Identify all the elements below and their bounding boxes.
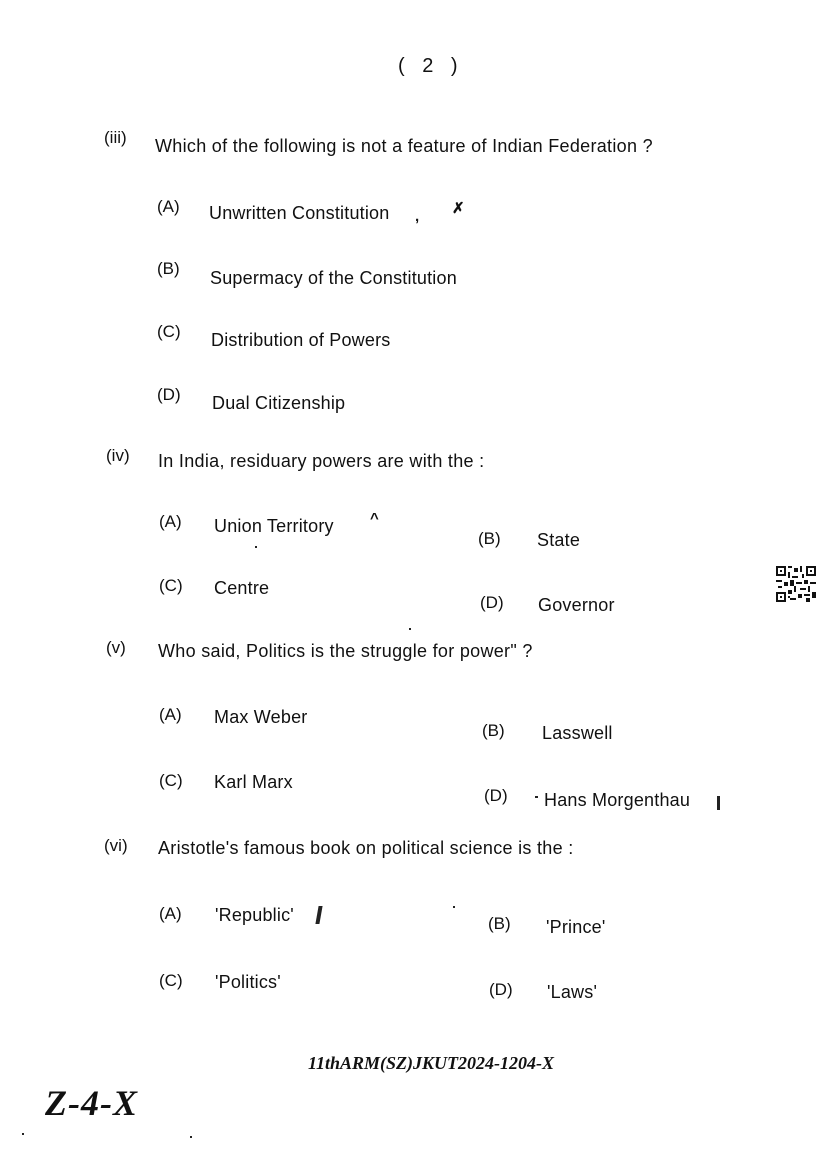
question-5-text: Who said, Politics is the struggle for power" ? [158, 641, 533, 661]
question-6-option-c-label: (C) [159, 971, 183, 990]
question-4-option-c-text: Centre [214, 578, 270, 598]
question-4-option-b-text: State [537, 530, 581, 550]
footer-code: 11thARM(SZ)JKUT2024-1204-X [308, 1053, 555, 1073]
question-6-option-b-text: 'Prince' [546, 917, 606, 937]
pen-mark [717, 796, 720, 810]
question-3-option-a-text: Unwritten Constitution [209, 203, 390, 223]
question-3-option-d-label: (D) [157, 385, 181, 404]
speck [190, 1136, 192, 1138]
speck [453, 906, 455, 908]
question-3-option-d-text: Dual Citizenship [212, 393, 346, 413]
question-5-option-a-text: Max Weber [214, 707, 308, 727]
question-6-text: Aristotle's famous book on political science is the : [158, 838, 574, 858]
question-3-option-b-text: Supermacy of the Constitution [210, 268, 457, 288]
question-6-option-d-text: 'Laws' [547, 982, 598, 1002]
question-6-option-c-text: 'Politics' [215, 972, 281, 992]
question-5-number: (v) [106, 638, 126, 657]
question-4-option-d-text: Governor [538, 595, 615, 615]
question-4-option-b-label: (B) [478, 529, 501, 548]
page-number: ( 2 ) [398, 55, 464, 77]
speck [409, 628, 411, 630]
question-6-option-a-text: 'Republic' [215, 905, 294, 925]
question-3-option-a-label: (A) [157, 197, 180, 216]
question-4-option-a-label: (A) [159, 512, 182, 531]
question-3-number: (iii) [104, 128, 127, 147]
question-5-option-d-label: (D) [484, 786, 508, 805]
speck [535, 796, 538, 798]
qr-code-icon [776, 566, 816, 602]
question-5-option-c-text: Karl Marx [214, 772, 293, 792]
question-5-option-a-label: (A) [159, 705, 182, 724]
question-4-number: (iv) [106, 446, 130, 465]
question-5-option-c-label: (C) [159, 771, 183, 790]
pen-mark: ✗ [452, 200, 465, 217]
question-4-option-c-label: (C) [159, 576, 183, 595]
question-3-option-c-text: Distribution of Powers [211, 330, 391, 350]
paper-code: Z-4-X [45, 1083, 138, 1123]
question-4-option-d-label: (D) [480, 593, 504, 612]
pen-mark: ^ [370, 510, 379, 527]
question-3-option-c-label: (C) [157, 322, 181, 341]
question-5-option-b-label: (B) [482, 721, 505, 740]
question-3-option-b-label: (B) [157, 259, 180, 278]
speck [255, 546, 257, 548]
pen-mark [315, 906, 322, 924]
question-6-option-b-label: (B) [488, 914, 511, 933]
question-6-option-a-label: (A) [159, 904, 182, 923]
question-5-option-b-text: Lasswell [542, 723, 613, 743]
question-5-option-d-text: Hans Morgenthau [544, 790, 691, 810]
question-6-option-d-label: (D) [489, 980, 513, 999]
question-4-option-a-text: Union Territory [214, 516, 334, 536]
question-4-text: In India, residuary powers are with the : [158, 451, 485, 471]
question-3-text: Which of the following is not a feature of Indian Federation ? [155, 136, 653, 156]
pen-mark: , [415, 208, 420, 225]
speck [22, 1133, 24, 1135]
question-6-number: (vi) [104, 836, 128, 855]
